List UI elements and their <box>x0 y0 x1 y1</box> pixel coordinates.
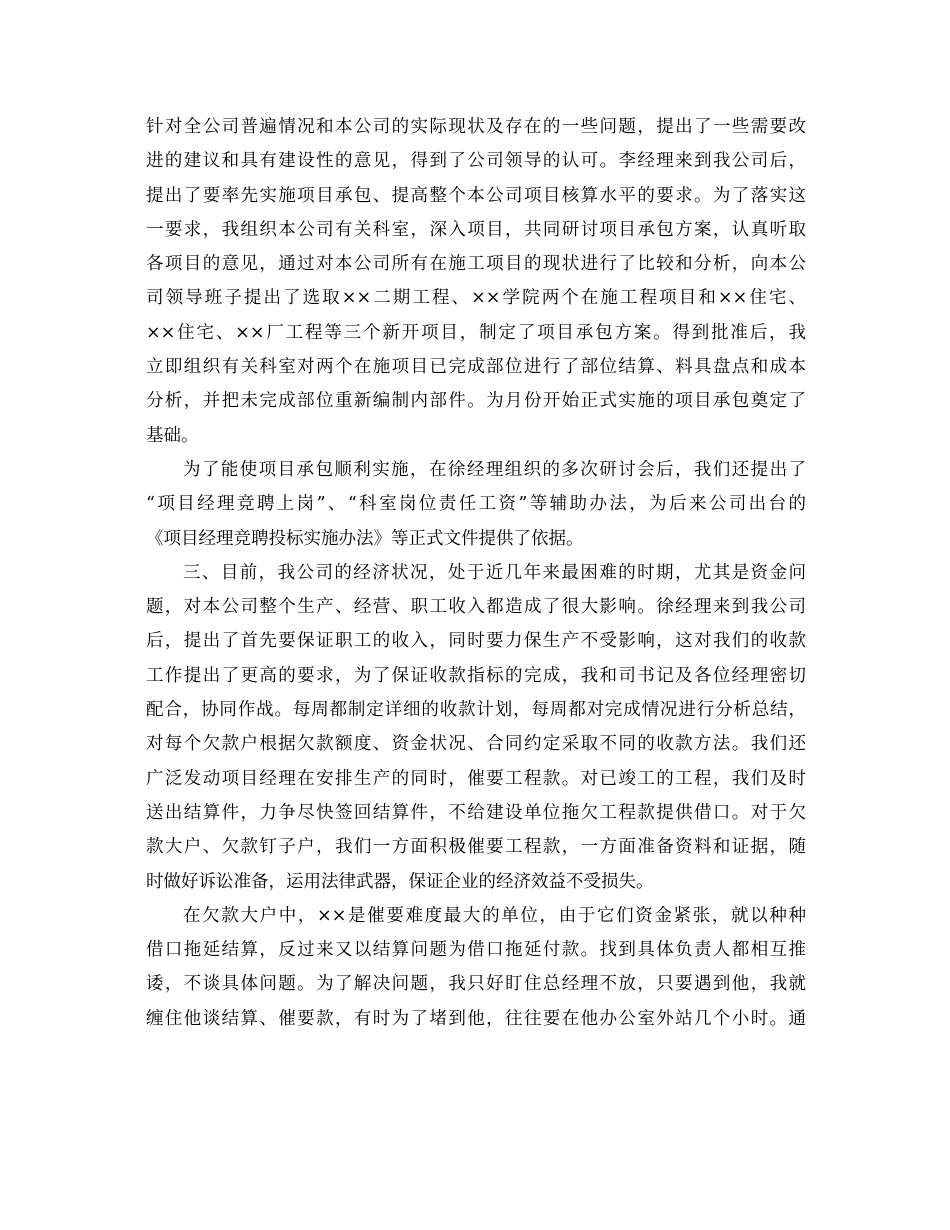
text-line: 配合，协同作战。每周都制定详细的收款计划，每周都对完成情况进行分析总结， <box>146 700 806 721</box>
text-line: 工作提出了更高的要求，为了保证收款指标的完成，我和司书记及各位经理密切 <box>146 665 806 686</box>
text-line: 各项目的意见，通过对本公司所有在施工项目的现状进行了比较和分析，向本公 <box>146 254 806 275</box>
paragraph <box>146 453 806 556</box>
text-line: 款大户、欠款钉子户，我们一方面积极催要工程款，一方面准备资料和证据，随 <box>146 837 806 858</box>
text-line: 送出结算件，力争尽快签回结算件，不给建设单位拖欠工程款提供借口。对于欠 <box>146 802 806 823</box>
paragraph <box>146 110 806 453</box>
document-body <box>146 110 806 1036</box>
text-line: 为了能使项目承包顺利实施，在徐经理组织的多次研讨会后，我们还提出了 <box>183 459 806 480</box>
text-line: 对每个欠款户根据欠款额度、资金状况、合同约定采取不同的收款方法。我们还 <box>146 734 806 755</box>
paragraph <box>146 899 806 1036</box>
text-line: 提出了要率先实施项目承包、提高整个本公司项目核算水平的要求。为了落实这 <box>146 185 806 206</box>
text-line: 三、目前，我公司的经济状况，处于近几年来最困难的时期，尤其是资金问 <box>183 562 806 583</box>
text-line: 题，对本公司整个生产、经营、职工收入都造成了很大影响。徐经理来到我公司 <box>146 597 806 618</box>
text-line: 广泛发动项目经理在安排生产的同时，催要工程款。对已竣工的工程，我们及时 <box>146 768 806 789</box>
text-line: 借口拖延结算，反过来又以结算问题为借口拖延付款。找到具体负责人都相互推 <box>146 940 806 961</box>
paragraph <box>146 556 806 899</box>
text-line: 后，提出了首先要保证职工的收入，同时要力保生产不受影响，这对我们的收款 <box>146 631 806 652</box>
text-line: 司领导班子提出了选取××二期工程、××学院两个在施工程项目和××住宅、 <box>146 288 806 309</box>
text-line: 针对全公司普遍情况和本公司的实际现状及存在的一些问题，提出了一些需要改 <box>146 117 806 137</box>
text-line: 时做好诉讼准备，运用法律武器，保证企业的经济效益不受损失。 <box>146 871 654 892</box>
text-line: 在欠款大户中，××是催要难度最大的单位，由于它们资金紧张，就以种种 <box>183 905 806 926</box>
text-line: “项目经理竞聘上岗”、“科室岗位责任工资”等辅助办法，为后来公司出台的 <box>146 494 806 515</box>
text-line: 《项目经理竞聘投标实施办法》等正式文件提供了依据。 <box>146 528 584 549</box>
text-line: 立即组织有关科室对两个在施项目已完成部位进行了部位结算、料具盘点和成本 <box>146 357 806 378</box>
text-line: 诿，不谈具体问题。为了解决问题，我只好盯住总经理不放，只要遇到他，我就 <box>146 974 806 995</box>
text-line: 基础。 <box>146 425 199 446</box>
text-line: 一要求，我组织本公司有关科室，深入项目，共同研讨项目承包方案，认真听取 <box>146 219 806 240</box>
text-line: 缠住他谈结算、催要款，有时为了堵到他，往往要在他办公室外站几个小时。通 <box>146 1008 806 1029</box>
text-line: ××住宅、××厂工程等三个新开项目，制定了项目承包方案。得到批准后，我 <box>146 322 806 343</box>
text-line: 进的建议和具有建设性的意见，得到了公司领导的认可。李经理来到我公司后， <box>146 151 806 172</box>
text-line: 分析，并把未完成部位重新编制内部件。为月份开始正式实施的项目承包奠定了 <box>146 391 806 412</box>
